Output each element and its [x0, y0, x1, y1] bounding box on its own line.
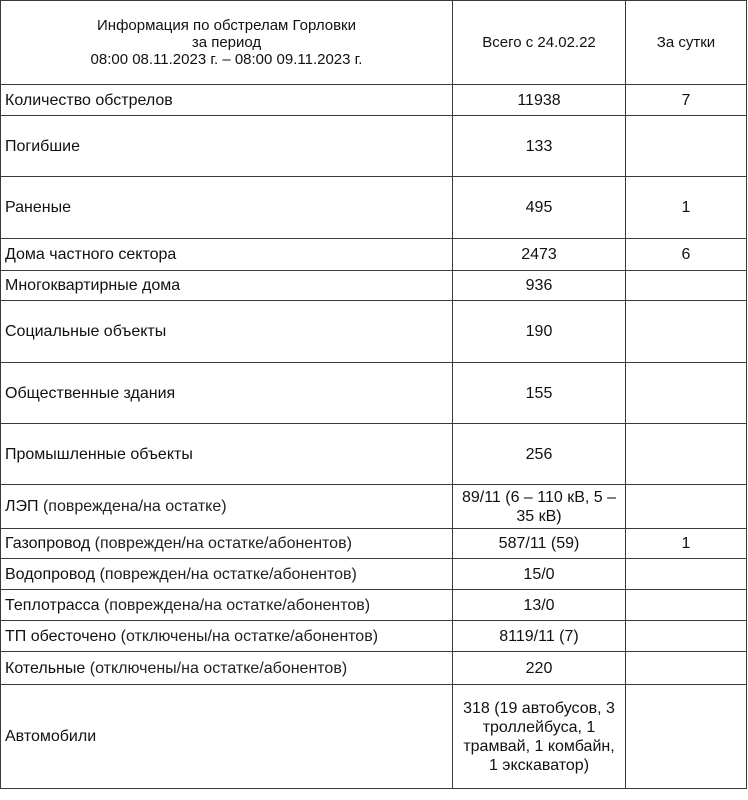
row-total-cell: 190 [453, 301, 626, 363]
row-label: Погибшие [5, 137, 81, 155]
table-row [1, 685, 747, 789]
row-label: Промышленные объекты [5, 445, 193, 463]
row-day-cell [626, 685, 747, 789]
row-total-cell: 587/11 (59) [453, 529, 626, 559]
row-day-cell [626, 621, 747, 652]
row-note: (поврежден/на остатке/абонентов) [95, 565, 357, 583]
table-row [1, 85, 747, 116]
row-label-cell [1, 177, 453, 239]
row-day-cell [626, 363, 747, 424]
row-total-cell: 2473 [453, 239, 626, 271]
table-row [1, 529, 747, 559]
row-day-cell: 1 [626, 177, 747, 239]
row-label-cell [1, 239, 453, 271]
row-total-cell: 15/0 [453, 559, 626, 590]
row-label: Котельные [5, 659, 86, 677]
table-row [1, 652, 747, 685]
row-day-cell: 1 [626, 529, 747, 559]
table-row [1, 239, 747, 271]
table-row [1, 363, 747, 424]
row-total-cell: 256 [453, 424, 626, 485]
row-label-cell [1, 424, 453, 485]
row-label-cell [1, 116, 453, 177]
column-header-day: За сутки [626, 1, 747, 85]
table-title-line: 08:00 08.11.2023 г. – 08:00 09.11.2023 г. [90, 51, 363, 68]
row-note: (повреждена/на остатке/абонентов) [99, 596, 371, 614]
row-label: Автомобили [5, 728, 97, 745]
table-row [1, 301, 747, 363]
row-label: Водопровод [5, 565, 96, 583]
row-label-cell [1, 621, 453, 652]
row-label: ТП обесточено [5, 627, 117, 645]
row-day-cell [626, 485, 747, 529]
column-header-total: Всего с 24.02.22 [453, 1, 626, 85]
row-day-cell [626, 590, 747, 621]
row-day-cell [626, 271, 747, 301]
row-total-cell: 89/11 (6 – 110 кВ, 5 – 35 кВ) [453, 485, 626, 529]
row-label-cell [1, 590, 453, 621]
row-label: Раненые [5, 199, 72, 216]
row-total-cell: 13/0 [453, 590, 626, 621]
row-note: (отключены/на остатке/абонентов) [116, 627, 379, 645]
table-row [1, 177, 747, 239]
table-header-row [1, 1, 747, 85]
row-label-cell [1, 85, 453, 116]
row-label: Газопровод [5, 535, 91, 552]
row-total-cell: 133 [453, 116, 626, 177]
row-label: Социальные объекты [5, 323, 167, 340]
row-day-cell: 7 [626, 85, 747, 116]
row-total-cell: 318 (19 автобусов, 3 троллейбуса, 1 трамвай, 1 комбайн, 1 экскаватор) [453, 685, 626, 789]
row-label-cell [1, 301, 453, 363]
row-note: (повреждена/на остатке) [38, 498, 227, 515]
row-day-cell [626, 301, 747, 363]
row-total-cell: 220 [453, 652, 626, 685]
row-label: Многоквартирные дома [5, 277, 181, 294]
table-title-cell [1, 1, 453, 85]
row-label-cell [1, 685, 453, 789]
row-label: Количество обстрелов [5, 91, 173, 109]
table-row [1, 424, 747, 485]
table-row [1, 559, 747, 590]
row-day-cell [626, 424, 747, 485]
row-label-cell [1, 652, 453, 685]
row-note: (отключены/на остатке/абонентов) [85, 659, 348, 677]
row-label-cell [1, 529, 453, 559]
row-label-cell [1, 485, 453, 529]
row-total-cell: 936 [453, 271, 626, 301]
row-day-cell [626, 559, 747, 590]
row-total-cell: 155 [453, 363, 626, 424]
table-row [1, 590, 747, 621]
row-label: Дома частного сектора [5, 246, 177, 263]
row-total-cell: 11938 [453, 85, 626, 116]
row-total-cell: 495 [453, 177, 626, 239]
row-label: Теплотрасса [5, 596, 100, 614]
table-title-line: Информация по обстрелам Горловки [97, 17, 356, 34]
row-note: (поврежден/на остатке/абонентов) [90, 535, 352, 552]
row-label-cell [1, 363, 453, 424]
table-row [1, 116, 747, 177]
table-title-line: за период [191, 34, 262, 51]
table-row [1, 271, 747, 301]
row-label-cell [1, 271, 453, 301]
row-day-cell [626, 652, 747, 685]
table-row [1, 485, 747, 529]
row-label-cell [1, 559, 453, 590]
table-row [1, 621, 747, 652]
row-day-cell: 6 [626, 239, 747, 271]
row-total-cell: 8119/11 (7) [453, 621, 626, 652]
row-label: Общественные здания [5, 384, 176, 402]
row-day-cell [626, 116, 747, 177]
row-label: ЛЭП [5, 498, 39, 515]
